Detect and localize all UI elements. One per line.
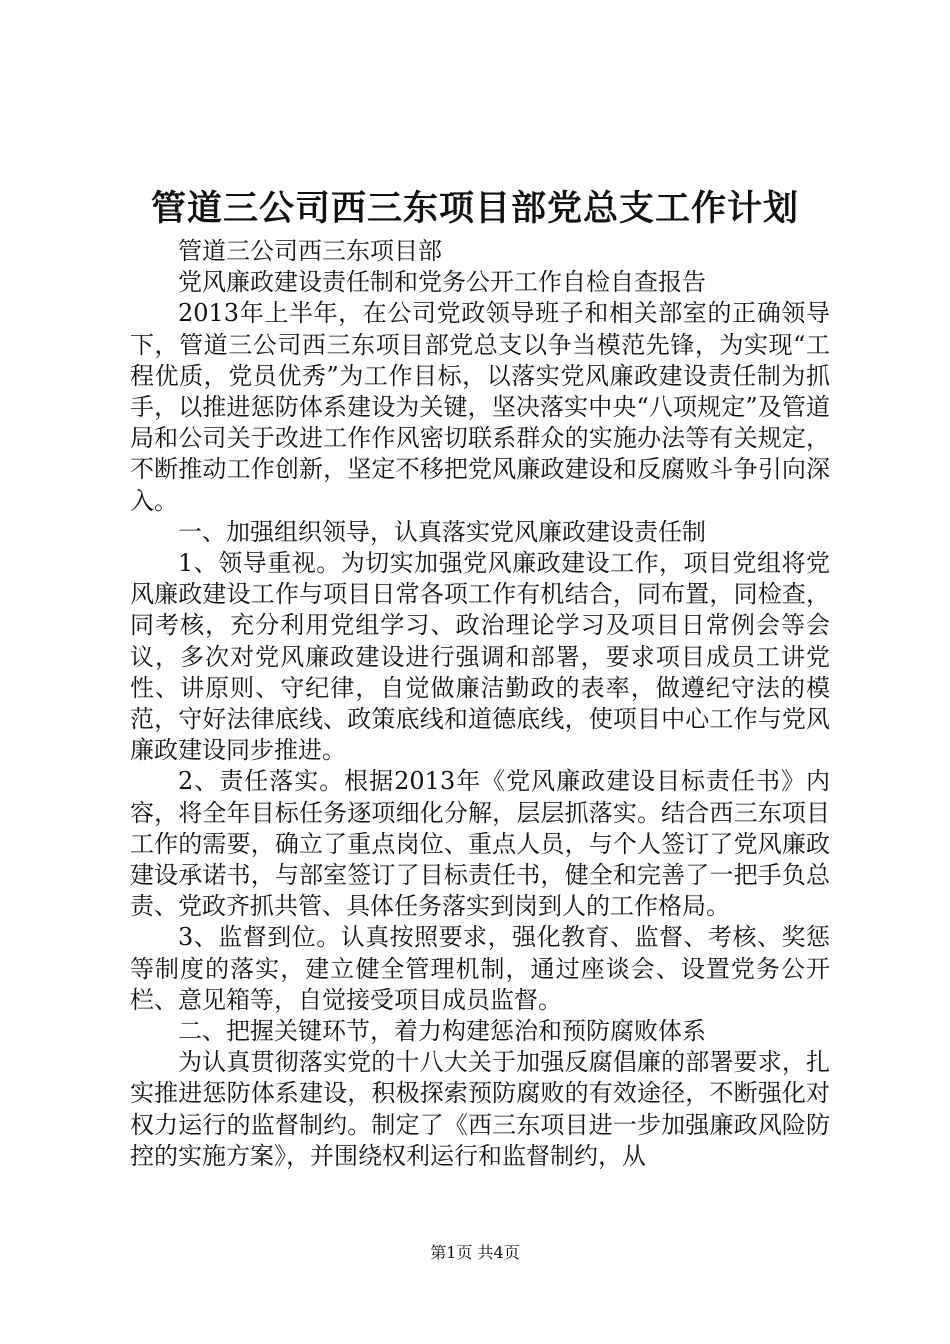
- paragraph-leadership: 1、领导重视。为切实加强党风廉政建设工作，项目党组将党风廉政建设工作与项目日常各项工作有机结合，同布置，同检查，同考核，充分利用党组学习、政治理论学习及项目日常例会等会议，多次对党风廉政建设进行强调和部署，要求项目成员工讲党性、讲原则、守纪律，自觉做廉洁勤政的表率，做遵纪守法的模范，守好法律底线、政策底线和道德底线，使项目中心工作与党风廉政建设同步推进。: [130, 549, 830, 765]
- section-heading-2: 二、把握关键环节，着力构建惩治和预防腐败体系: [178, 1017, 706, 1046]
- paragraph-anti-corruption: 为认真贯彻落实党的十八大关于加强反腐倡廉的部署要求，扎实推进惩防体系建设，积极探索预防腐败的有效途径，不断强化对权力运行的监督制约。制定了《西三东项目进一步加强廉政风险防控的实施方案》，并围绕权利运行和监督制约，从: [130, 1048, 830, 1170]
- section-heading-1: 一、加强组织领导，认真落实党风廉政建设责任制: [178, 517, 706, 546]
- paragraph-supervision: 3、监督到位。认真按照要求，强化教育、监督、考核、奖惩等制度的落实，建立健全管理机制，通过座谈会、设置党务公开栏、意见箱等，自觉接受项目成员监督。: [130, 923, 830, 1014]
- document-title: 管道三公司西三东项目部党总支工作计划: [150, 188, 799, 229]
- paragraph-intro: 2013年上半年，在公司党政领导班子和相关部室的正确领导下，管道三公司西三东项目部党总支以争当模范先锋，为实现“工程优质，党员优秀”为工作目标，以落实党风廉政建设责任制为抓手，以推进惩防体系建设为关键，坚决落实中央“八项规定”及管道局和公司关于改进工作作风密切联系群众的实施办法等有关规定，不断推动工作创新，坚定不移把党风廉政建设和反腐败斗争引向深入。: [130, 299, 830, 515]
- paragraph-org-name: 管道三公司西三东项目部: [178, 237, 442, 265]
- paragraph-responsibility: 2、责任落实。根据2013年《党风廉政建设目标责任书》内容，将全年目标任务逐项细化分解，层层抓落实。结合西三东项目工作的需要，确立了重点岗位、重点人员，与个人签订了党风廉政建设承诺书，与部室签订了目标责任书，健全和完善了一把手负总责、党政齐抓共管、具体任务落实到岗到人的工作格局。: [130, 767, 830, 921]
- page-footer: 第1页 共4页: [430, 1243, 520, 1262]
- paragraph-report-name: 党风廉政建设责任制和党务公开工作自检自查报告: [178, 268, 706, 297]
- document-body: [130, 236, 830, 1172]
